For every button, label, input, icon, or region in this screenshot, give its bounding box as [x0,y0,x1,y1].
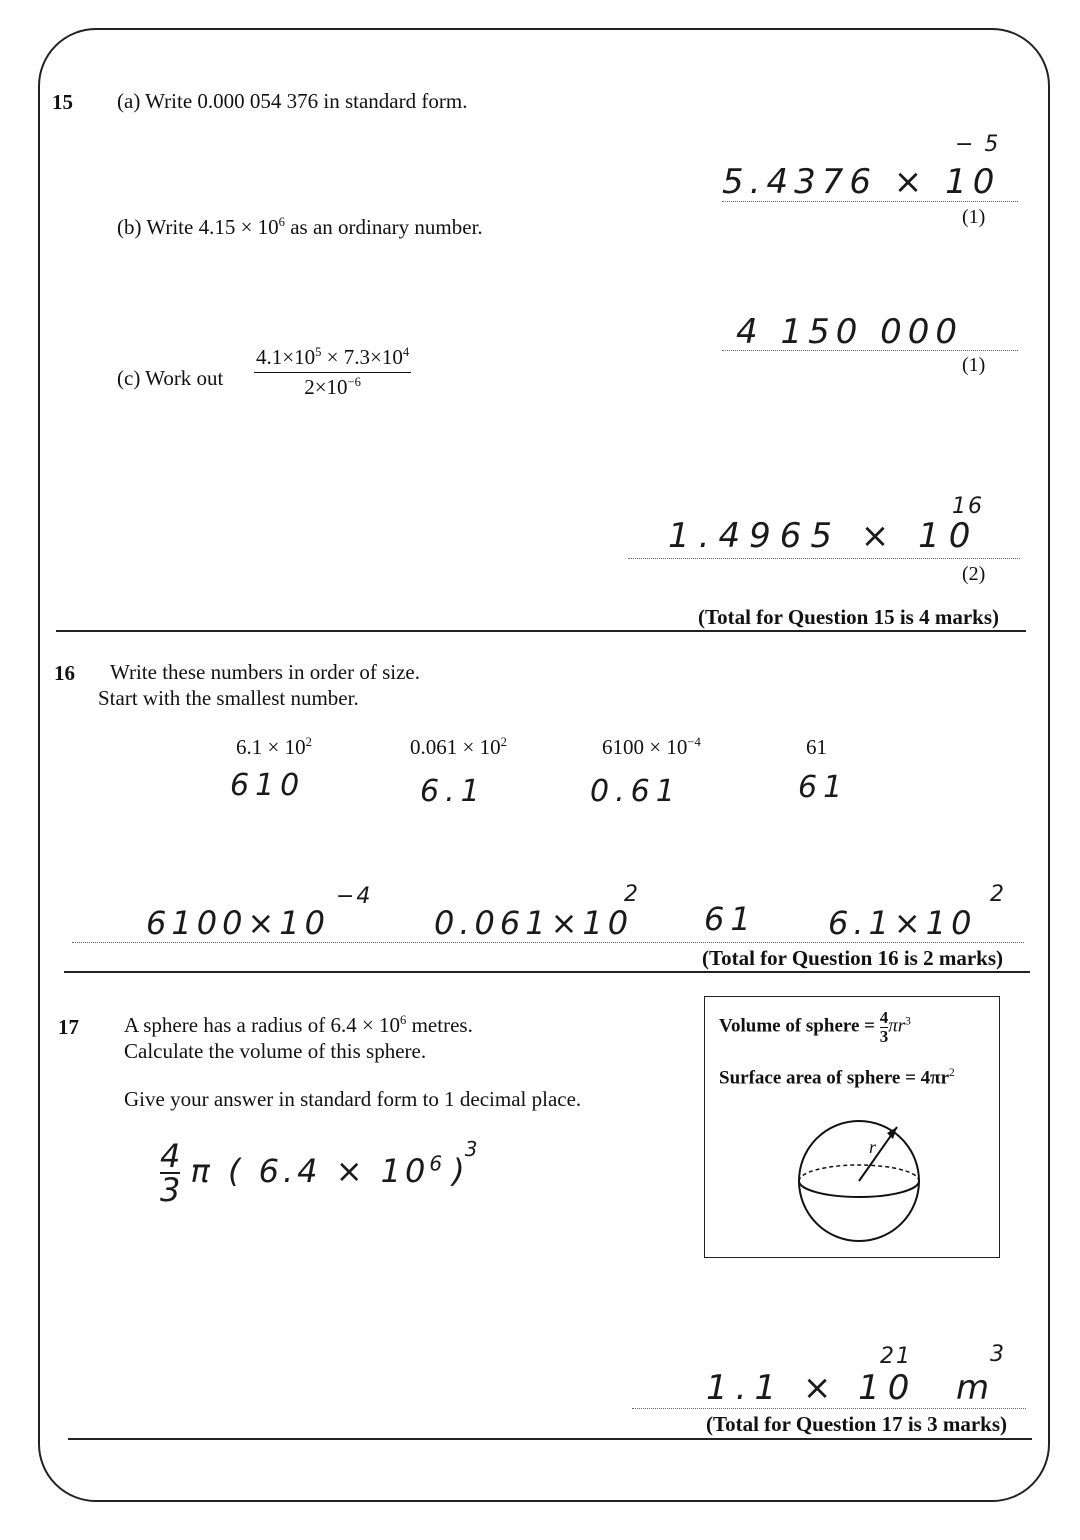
q16-divider [64,971,1030,973]
q16-total: (Total for Question 16 is 2 marks) [702,946,1004,970]
q15a-answer-exponent: − 5 [955,132,1001,157]
sphere-equator-back [799,1165,919,1181]
q16-line2: Start with the smallest number. [98,686,359,710]
q15c-prompt: (c) Work out [117,366,224,390]
q17-line2: Calculate the volume of this sphere. [124,1039,427,1063]
q15b-prompt: (b) Write $4.15 \times 10^6$ as an ordinary number. [117,215,483,239]
q15c-fraction: $\frac{4.1\times 10^5 \times 7.3\times 10^4}{2\times 10^{-6}}$ [256,345,410,399]
q15a-answer-line [722,201,1018,202]
q16-answer-2: 0.061×10 [434,904,634,942]
q17-answer-exponent: 21 [880,1344,912,1369]
q16-item-3: $6100 \times 10^{-4}$ [602,735,701,759]
q17-answer-unit-exponent: 3 [990,1342,1006,1367]
question-17-number: 17 [58,1015,79,1039]
q16-item-1: $6.1 \times 10^2$ [236,735,312,759]
question-16-number: 16 [54,661,75,685]
q16-working-2: 6.1 [420,774,486,809]
q16-working-4: 61 [798,770,849,805]
q15a-prompt: (a) Write 0.000 054 376 in standard form. [117,89,468,113]
q16-item-4: 61 [806,735,827,759]
q15-total: (Total for Question 15 is 4 marks) [698,605,1000,629]
q16-answer-1-exponent: −4 [336,884,373,909]
q16-working-3: 0.61 [590,774,681,809]
formula-box [704,996,1000,1258]
q15b-marks: (1) [962,354,986,376]
q17-total: (Total for Question 17 is 3 marks) [706,1412,1008,1436]
q17-line1: A sphere has a radius of $6.4 \times 10^6$ metres. [124,1013,473,1037]
q16-answer-4: 6.1×10 [828,904,977,942]
q16-answer-line [72,942,1024,943]
q15c-marks: (2) [962,563,986,585]
q17-divider [68,1438,1032,1440]
q15c-answer-exponent: 16 [952,494,984,519]
page-border [38,28,1050,1502]
q15a-answer: 5.4376 × 10 [722,162,1001,202]
q15a-marks: (1) [962,206,986,228]
q15b-answer-line [722,350,1018,351]
q16-item-2: $0.061 \times 10^2$ [410,735,507,759]
q17-line3: Give your answer in standard form to 1 decimal place. [124,1087,582,1111]
q17-answer-unit: m [956,1368,990,1408]
sphere-diagram [793,1115,933,1251]
surface-area-formula: Surface area of sphere = $4\pi r^2$ [719,1067,955,1089]
q16-answer-1: 6100×10 [146,904,330,942]
q17-answer: 1.1 × 10 [706,1368,918,1408]
radius-label: r [869,1137,877,1157]
q16-answer-3: 61 [704,900,757,938]
q16-working-1: 610 [230,768,306,803]
question-15-number: 15 [52,90,73,114]
q17-working: $\frac{4}{3}$ π ( $6.4 \times 10^6$ )$^3$ [160,1137,478,1209]
q15c-answer: 1.4965 × 10 [668,516,980,556]
volume-formula: Volume of sphere = $\frac{4}{3}$ $\pi r^3$ [719,1008,911,1046]
q15-divider [56,630,1026,632]
q16-answer-2-exponent: 2 [624,882,640,907]
q16-answer-4-exponent: 2 [990,882,1006,907]
q16-line1: Write these numbers in order of size. [110,660,420,684]
sphere-equator-front [799,1181,919,1197]
q15b-answer: 4 150 000 [736,312,964,352]
q17-answer-line [632,1408,1026,1409]
q15c-answer-line [628,558,1020,559]
